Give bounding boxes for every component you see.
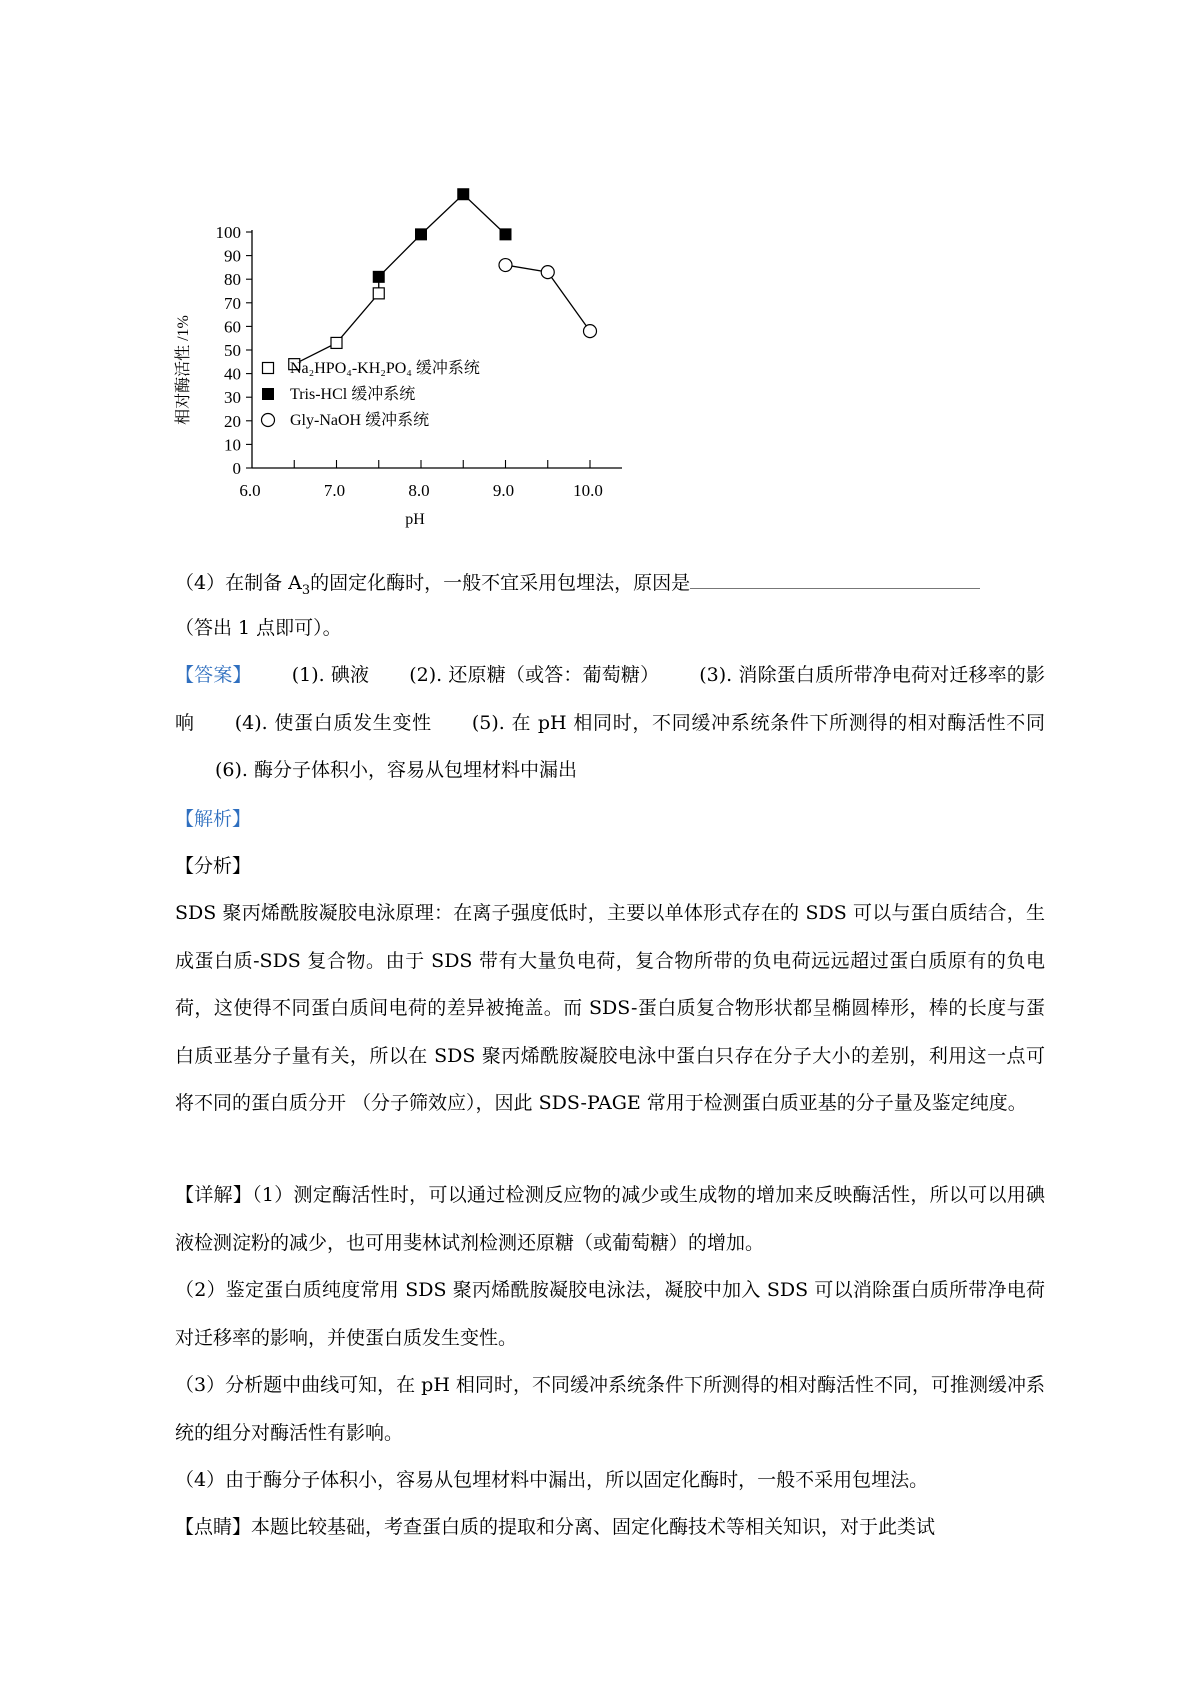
- question-4-text-rest: 的固定化酶时，一般不宜采用包埋法，原因是: [310, 572, 691, 594]
- y-tick-label: 80: [224, 270, 241, 290]
- x-tick-label: 6.0: [239, 481, 261, 500]
- x-tick-label: 7.0: [323, 481, 346, 500]
- legend-label-tris: Tris-HCl 缓冲系统: [290, 386, 416, 403]
- x-tick-label: 8.0: [408, 481, 430, 500]
- answer-blank: [690, 566, 980, 589]
- plot-area: [289, 189, 597, 370]
- legend-marker: [263, 389, 274, 400]
- answer-item-2: (2). 还原糖（或答：葡萄糖）: [409, 664, 660, 686]
- detail-paragraph-2: （2）鉴定蛋白质纯度常用 SDS 聚丙烯酰胺凝胶电泳法，凝胶中加入 SDS 可以消除蛋白质所带净电荷对迁移率的影响，并使蛋白质发生变性。: [175, 1279, 1045, 1349]
- data-point: [499, 259, 512, 272]
- y-tick-label: 70: [224, 293, 241, 313]
- fenxi-paragraph: SDS 聚丙烯酰胺凝胶电泳原理：在离子强度低时，主要以单体形式存在的 SDS 可以与蛋白质结合，生成蛋白质-SDS 复合物。由于 SDS 带有大量负电荷，复合物所带的负电荷远远超过蛋白质原有的负电荷，这使得不同蛋白质间电荷的差异被掩盖。而 SDS-蛋白质复合物形状都呈椭圆棒形，棒的长度与蛋白质亚基分子量有关，所以在 SDS 聚丙烯酰胺凝胶电泳中蛋白只存在分子大小的差别，利用这一点可将不同的蛋白质分开 （分子筛效应），因此 SDS-PAGE 常用于检测蛋白质亚基的分子量及鉴定纯度。: [175, 902, 1045, 1114]
- y-tick-label: 100: [215, 223, 241, 242]
- enzyme-activity-chart: [160, 150, 690, 540]
- answer-item-6: (6). 酶分子体积小，容易从包埋材料中漏出: [215, 759, 577, 781]
- y-tick-label: 90: [224, 246, 241, 266]
- y-tick-label: 10: [224, 435, 241, 455]
- y-tick-label: 60: [224, 317, 241, 337]
- legend-label-phosphate: Na₂HPO₄-KH₂PO₄ 缓冲系统: [290, 360, 480, 377]
- y-axis-ticks: [216, 223, 253, 478]
- x-tick-label: 9.0: [492, 481, 515, 500]
- data-point: [584, 325, 597, 338]
- answer-block: [175, 652, 1045, 795]
- answer-item-4: (4). 使蛋白质发生变性: [234, 711, 432, 734]
- detail-paragraph-4: （4）由于酶分子体积小，容易从包埋材料中漏出，所以固定化酶时，一般不采用包埋法。: [175, 1469, 929, 1491]
- dianjing-tag: 【点睛】: [175, 1516, 252, 1538]
- chart-legend: [262, 359, 480, 429]
- y-tick-label: 40: [224, 364, 241, 384]
- y-tick-label: 20: [224, 411, 241, 431]
- analysis-heading: 【解析】: [175, 808, 252, 830]
- answer-item-1: (1). 碘液: [291, 664, 370, 686]
- x-axis-title: pH: [405, 511, 425, 528]
- data-point: [458, 189, 469, 200]
- answer-item-5: (5). 在 pH 相同时，不同缓冲系统条件下所测得的相对酶活性不同: [471, 711, 1045, 734]
- dianjing-text: 本题比较基础，考查蛋白质的提取和分离、固定化酶技术等相关知识，对于此类试: [251, 1516, 936, 1538]
- fenxi-heading: 【分析】: [175, 855, 252, 877]
- legend-label-gly: Gly-NaOH 缓冲系统: [290, 412, 430, 429]
- dianjing-paragraph: [175, 1504, 1045, 1552]
- question-4-text: （4）在制备 A: [175, 572, 302, 594]
- y-tick-label: 0: [232, 459, 241, 478]
- question-4: [175, 566, 1045, 605]
- data-point: [416, 229, 427, 240]
- answer-item-3: (3). 消除蛋白质所带净电荷对迁移率的影响: [175, 664, 1045, 734]
- data-point: [373, 271, 384, 282]
- y-axis-title: 相对酶活性 /1%: [175, 315, 192, 425]
- question-4-subscript: 3: [301, 582, 311, 598]
- data-point: [500, 229, 511, 240]
- legend-marker: [263, 363, 274, 374]
- data-point: [331, 337, 342, 348]
- answer-tag: 【答案】: [175, 664, 252, 686]
- chart-axes: [252, 230, 622, 468]
- detail-text-1: （1）测定酶活性时，可以通过检测反应物的减少或生成物的增加来反映酶活性，所以可以用碘液检测淀粉的减少，也可用斐林试剂检测还原糖（或葡萄糖）的增加。: [175, 1184, 1045, 1254]
- detail-paragraph-3: （3）分析题中曲线可知，在 pH 相同时，不同缓冲系统条件下所测得的相对酶活性不同，可推测缓冲系统的组分对酶活性有影响。: [175, 1374, 1045, 1444]
- legend-marker: [262, 414, 275, 427]
- y-tick-label: 50: [224, 341, 241, 360]
- question-4-note: （答出 1 点即可）。: [175, 617, 342, 639]
- series-line-low-ph: [294, 194, 505, 364]
- data-point: [541, 266, 554, 279]
- y-tick-label: 30: [224, 388, 241, 408]
- x-axis-ticks: [239, 460, 603, 500]
- detail-tag: 【详解】: [175, 1184, 253, 1206]
- detail-paragraph-1: [175, 1172, 1045, 1267]
- data-point: [373, 288, 384, 299]
- x-tick-label: 10.0: [573, 481, 603, 500]
